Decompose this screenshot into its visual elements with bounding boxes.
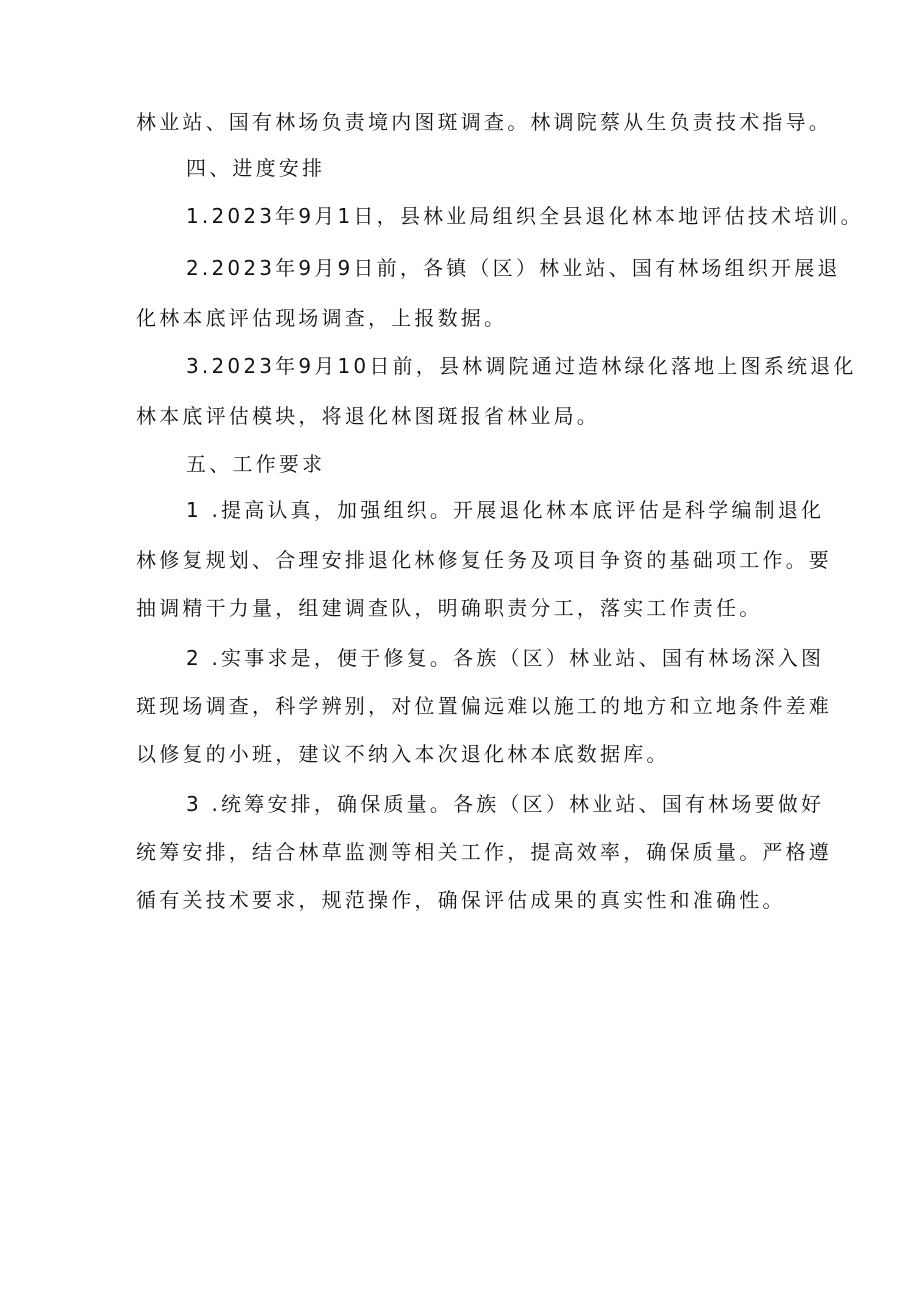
- body-text-line: 以修复的小班，建议不纳入本次退化林本底数据库。: [136, 742, 670, 766]
- body-text-line: 林业站、国有林场负责境内图斑调查。林调院蔡从生负责技术指导。: [136, 110, 832, 134]
- body-text-line: 抽调精干力量，组建调查队，明确职责分工，落实工作责任。: [136, 596, 763, 620]
- body-text-line: 化林本底评估现场调查，上报数据。: [136, 306, 508, 330]
- body-text-line: 林修复规划、合理安排退化林修复任务及项目争资的基础项工作。要: [136, 548, 832, 572]
- body-text-line: 循有关技术要求，规范操作，确保评估成果的真实性和准确性。: [136, 888, 786, 912]
- body-text-line: 林本底评估模块，将退化林图斑报省林业局。: [136, 404, 600, 428]
- body-text-line: 统筹安排，结合林草监测等相关工作，提高效率，确保质量。严格遵: [136, 840, 832, 864]
- list-item: 3 .统筹安排，确保质量。各族（区）林业站、国有林场要做好: [186, 792, 825, 816]
- body-text-line: 斑现场调查，科学辨别，对位置偏远难以施工的地方和立地条件差难: [136, 694, 832, 718]
- section-heading: 四、进度安排: [186, 156, 326, 180]
- list-item: 1.2023年9月1日，县林业局组织全县退化林本地评估技术培训。: [186, 204, 864, 228]
- list-item: 3.2023年9月10日前，县林调院通过造林绿化落地上图系统退化: [186, 354, 857, 378]
- list-item: 2 .实事求是，便于修复。各族（区）林业站、国有林场深入图: [186, 646, 825, 670]
- section-heading: 五、工作要求: [186, 452, 326, 476]
- list-item: 1 .提高认真，加强组织。开展退化林本底评估是科学编制退化: [186, 498, 825, 522]
- list-item: 2.2023年9月9日前，各镇（区）林业站、国有林场组织开展退: [186, 256, 841, 280]
